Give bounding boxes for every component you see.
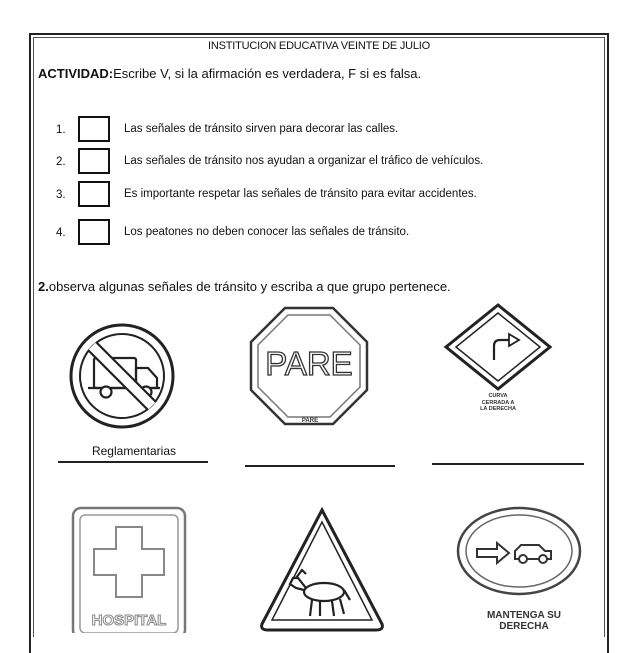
statement-text: Las señales de tránsito nos ayudan a organizar el tráfico de vehículos. <box>124 155 484 167</box>
caption-line: DERECHA <box>499 621 549 632</box>
stop-sign-icon <box>246 304 372 430</box>
curve-right-sign-icon <box>443 302 553 392</box>
caption-line: CURVA <box>488 393 508 399</box>
no-trucks-sign-icon <box>68 322 176 430</box>
section-2-text: observa algunas señales de tránsito y escriba a que grupo pertenece. <box>48 279 451 294</box>
caption-line: CERRADA A <box>481 399 515 406</box>
activity-text: Escribe V, si la afirmación es verdadera, F si es falsa. <box>113 66 422 81</box>
statement-number: 2. <box>56 156 66 168</box>
answer-box[interactable] <box>78 181 110 207</box>
statement-text: Los peatones no deben conocer las señales de tránsito. <box>124 226 410 238</box>
answer-line-3[interactable] <box>432 463 584 465</box>
keep-right-caption <box>475 610 573 632</box>
answer-line-1[interactable] <box>58 461 208 463</box>
answer-box[interactable] <box>78 148 110 174</box>
answer-box[interactable] <box>78 219 110 245</box>
keep-right-sign-icon <box>455 505 583 597</box>
hospital-sign-icon <box>70 505 188 633</box>
statement-number: 4. <box>56 227 66 239</box>
statement-text: Es importante respetar las señales de tránsito para evitar accidentes. <box>124 188 477 200</box>
statement-number: 1. <box>56 124 66 136</box>
statement-number: 3. <box>56 189 66 201</box>
curve-right-caption <box>458 393 538 413</box>
caption-line: MANTENGA SU <box>486 610 562 621</box>
answer-line-2[interactable] <box>245 465 395 467</box>
stop-sign-caption: PARE <box>301 418 319 424</box>
caption-line: LA DERECHA <box>480 406 516 412</box>
stop-sign-text: PARE <box>265 345 353 382</box>
statement-text: Las señales de tránsito sirven para decorar las calles. <box>124 123 399 135</box>
hospital-sign-text: HOSPITAL <box>91 612 167 629</box>
activity-instruction <box>38 66 421 81</box>
school-name: INSTITUCION EDUCATIVA VEINTE DE JULIO <box>208 40 430 52</box>
section-2-number: 2. <box>38 279 49 294</box>
animal-crossing-sign-icon <box>258 506 386 632</box>
section-2-instruction <box>38 279 451 294</box>
answer-1[interactable]: Reglamentarias <box>91 444 177 458</box>
answer-box[interactable] <box>78 116 110 142</box>
activity-label: ACTIVIDAD: <box>38 66 114 81</box>
